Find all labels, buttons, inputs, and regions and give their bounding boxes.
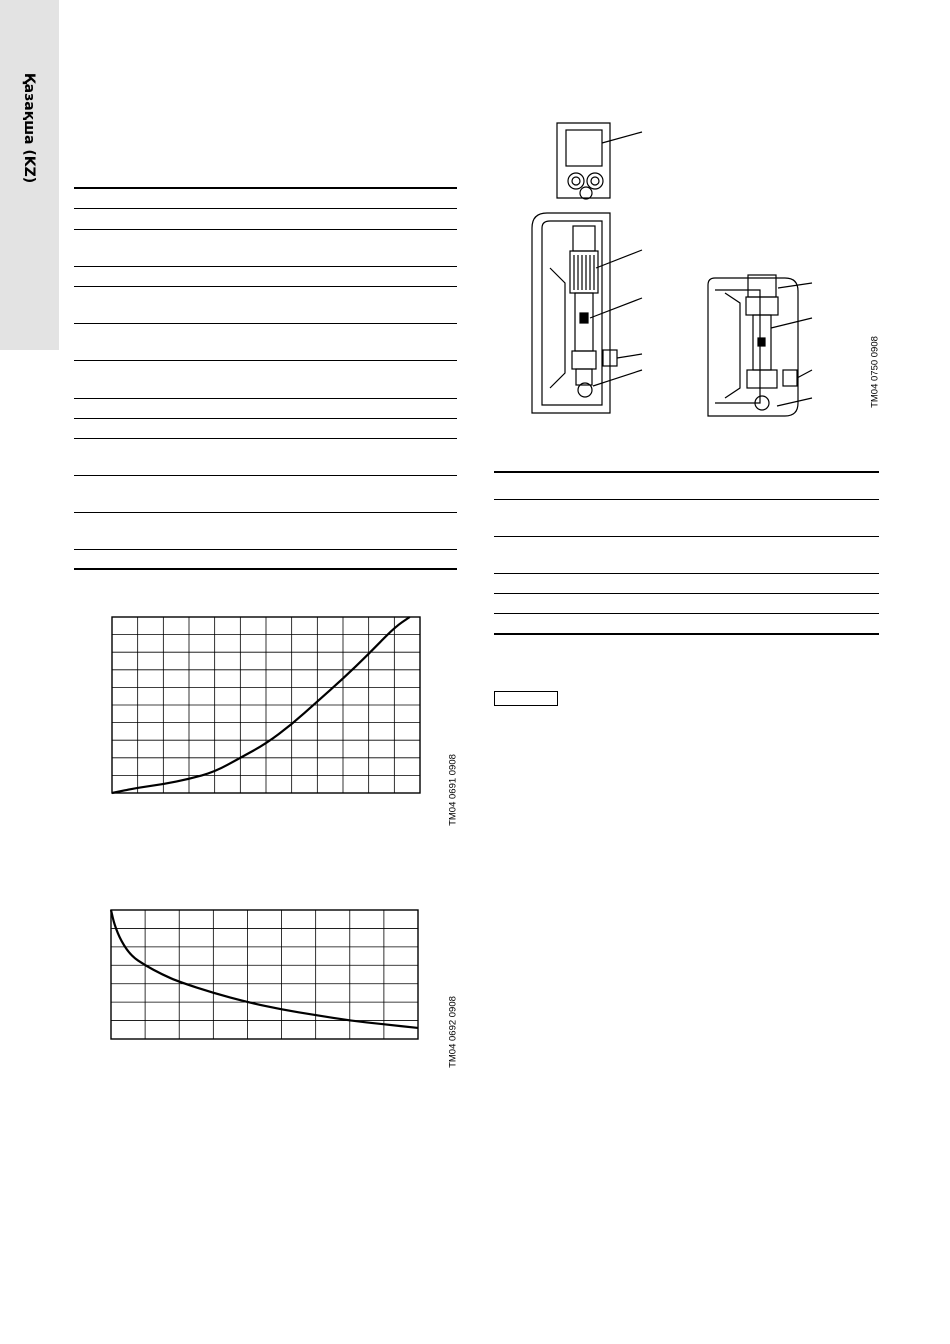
- table-rule: [74, 438, 457, 439]
- pointer-line: [797, 370, 812, 378]
- table-rule: [74, 418, 457, 419]
- table-rule: [74, 187, 457, 189]
- pointer-line: [778, 283, 812, 288]
- dosing-device-drawing: [520, 118, 850, 418]
- table-rule: [494, 471, 879, 473]
- language-label: Қазақша (KZ): [21, 72, 37, 184]
- table-rule: [74, 398, 457, 399]
- pointer-line: [593, 370, 642, 386]
- chart-top: [112, 617, 420, 793]
- table-rule: [74, 475, 457, 476]
- table-rule: [74, 208, 457, 209]
- table-rule: [74, 512, 457, 513]
- table-rule: [74, 229, 457, 230]
- table-rule: [74, 323, 457, 324]
- table-rule: [74, 568, 457, 570]
- fitting-icon: [568, 173, 584, 189]
- pointer-line: [617, 354, 642, 358]
- table-rule: [74, 360, 457, 361]
- pointer-line: [771, 318, 812, 328]
- fitting-icon: [580, 187, 592, 199]
- figure-code-device-drawing: TM04 0750 0908: [869, 336, 881, 408]
- pointer-line: [590, 298, 642, 318]
- chart-bottom: [111, 910, 418, 1039]
- table-rule: [74, 549, 457, 550]
- series-line: [111, 910, 418, 1028]
- device-label-plate: [566, 130, 602, 166]
- language-side-tab: [0, 0, 59, 350]
- table-rule: [494, 633, 879, 635]
- figure-code-chart-bottom: TM04 0692 0908: [447, 996, 459, 1068]
- table-rule: [494, 613, 879, 614]
- adjust-knob: [783, 370, 797, 386]
- table-rule: [494, 573, 879, 574]
- table-rule: [494, 536, 879, 537]
- note-box: [494, 691, 558, 706]
- fitting-icon: [587, 173, 603, 189]
- pointer-line: [596, 250, 642, 268]
- flowmeter-tube: [573, 226, 595, 251]
- figure-code-chart-top: TM04 0691 0908: [447, 754, 459, 826]
- pointer-line: [602, 132, 642, 143]
- table-rule: [74, 286, 457, 287]
- table-rule: [494, 593, 879, 594]
- plot-frame: [111, 910, 418, 1039]
- pointer-line: [777, 398, 812, 406]
- table-rule: [494, 499, 879, 500]
- table-rule: [74, 266, 457, 267]
- device-housing: [532, 213, 610, 413]
